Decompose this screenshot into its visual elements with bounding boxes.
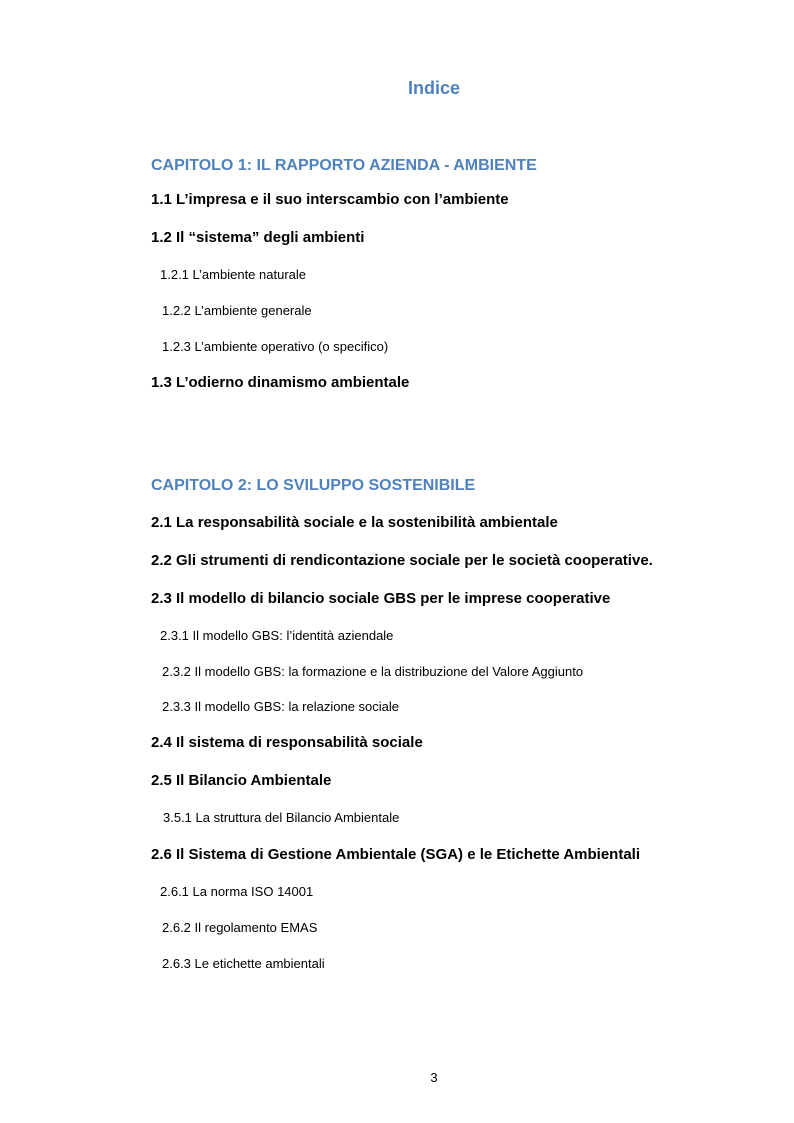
toc-entry-2-1: 2.1 La responsabilità sociale e la sostenibilità ambientale — [151, 514, 558, 531]
toc-entry-1-2-1: 1.2.1 L’ambiente naturale — [160, 267, 306, 282]
toc-entry-2-3-1: 2.3.1 Il modello GBS: l’identità aziendale — [160, 628, 394, 643]
toc-entry-2-3-2: 2.3.2 Il modello GBS: la formazione e la distribuzione del Valore Aggiunto — [162, 664, 584, 679]
page-title: Indice — [407, 78, 460, 98]
toc-entry-2-3: 2.3 Il modello di bilancio sociale GBS per le imprese cooperative — [151, 590, 611, 607]
toc-entry-1-2-3: 1.2.3 L’ambiente operativo (o specifico) — [162, 339, 389, 354]
toc-entry-2-6-2: 2.6.2 Il regolamento EMAS — [162, 920, 318, 935]
page-number: 3 — [430, 1070, 438, 1085]
toc-entry-1-1: 1.1 L’impresa e il suo interscambio con l’ambiente — [151, 191, 509, 208]
chapter-2-heading: CAPITOLO 2: LO SVILUPPO SOSTENIBILE — [151, 477, 476, 494]
toc-entry-2-3-3: 2.3.3 Il modello GBS: la relazione sociale — [162, 699, 400, 714]
toc-entry-2-2: 2.2 Gli strumenti di rendicontazione sociale per le società cooperative. — [151, 552, 653, 569]
toc-entry-2-5: 2.5 Il Bilancio Ambientale — [151, 772, 332, 789]
toc-entry-2-6: 2.6 Il Sistema di Gestione Ambientale (SGA) e le Etichette Ambientali — [151, 846, 641, 863]
chapter-1-heading: CAPITOLO 1: IL RAPPORTO AZIENDA - AMBIENTE — [151, 157, 537, 174]
toc-entry-1-3: 1.3 L’odierno dinamismo ambientale — [151, 374, 410, 391]
toc-entry-2-4: 2.4 Il sistema di responsabilità sociale — [151, 734, 423, 751]
toc-entry-1-2-2: 1.2.2 L’ambiente generale — [162, 303, 312, 318]
toc-entry-2-6-1: 2.6.1 La norma ISO 14001 — [160, 884, 314, 899]
toc-entry-2-6-3: 2.6.3 Le etichette ambientali — [162, 956, 325, 971]
toc-entry-1-2: 1.2 Il “sistema” degli ambienti — [151, 229, 365, 246]
toc-entry-3-5-1: 3.5.1 La struttura del Bilancio Ambientale — [163, 810, 400, 825]
